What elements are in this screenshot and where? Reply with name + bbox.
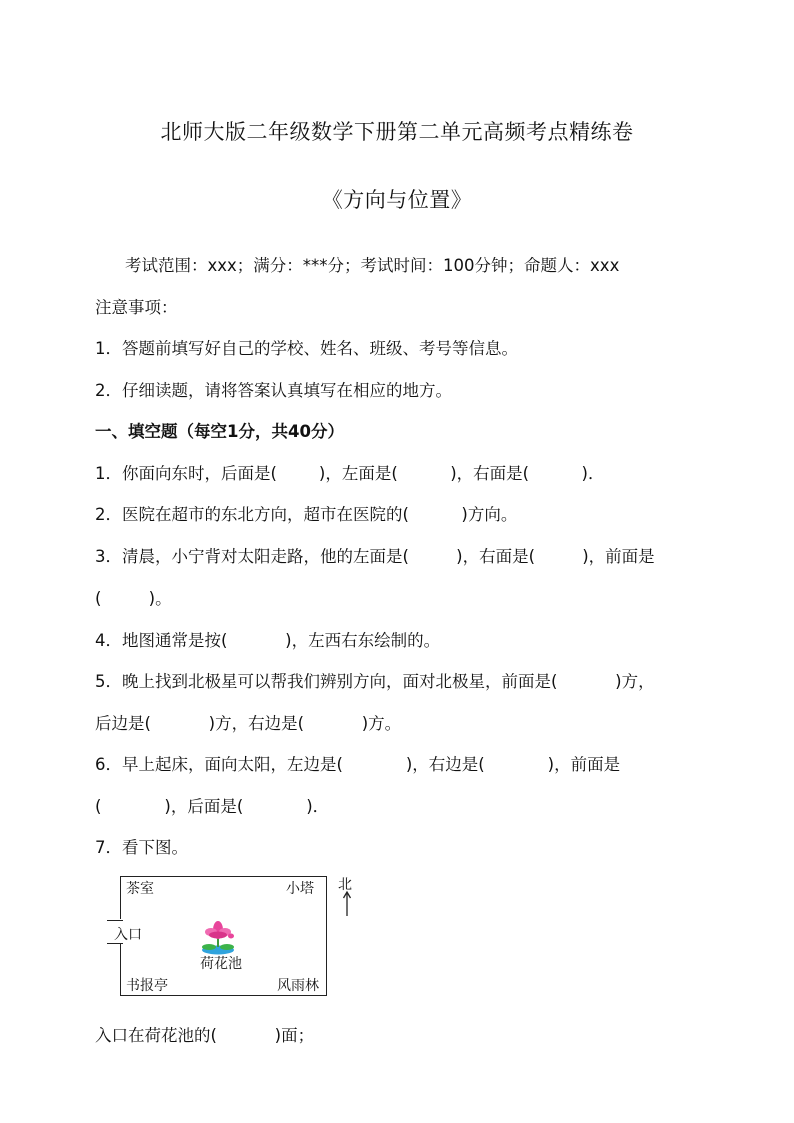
question-6: 6．早上起床，面向太阳，左边是( )，右边是( )，前面是 <box>95 755 621 774</box>
question-2: 2．医院在超市的东北方向，超市在医院的( )方向。 <box>95 505 518 524</box>
question-3-continued: ( )。 <box>95 589 172 608</box>
label-newsstand: 书报亭 <box>126 978 168 994</box>
note-item: 1．答题前填写好自己的学校、姓名、班级、考号等信息。 <box>95 339 518 358</box>
exam-info: 考试范围：xxx；满分：***分；考试时间：100分钟；命题人：xxx <box>125 256 620 275</box>
question-1: 1．你面向东时，后面是( )，左面是( )，右面是( )． <box>95 464 605 483</box>
question-7: 7．看下图。 <box>95 838 188 857</box>
question-4: 4．地图通常是按( )，左西右东绘制的。 <box>95 631 441 650</box>
document-subtitle: 《方向与位置》 <box>321 188 473 212</box>
north-label: 北 <box>338 877 352 893</box>
label-wind-rain-forest: 风雨林 <box>277 978 319 994</box>
question-5-continued: 后边是( )方，右边是( )方。 <box>95 714 402 733</box>
label-small-tower: 小塔 <box>286 881 314 897</box>
entrance-tick-top <box>107 920 123 921</box>
label-entrance: 入口 <box>114 927 142 943</box>
section-heading: 一、填空题（每空1分，共40分） <box>95 422 344 441</box>
question-5: 5．晚上找到北极星可以帮我们辨别方向，面对北极星，前面是( )方， <box>95 672 655 691</box>
question-3: 3．清晨，小宁背对太阳走路，他的左面是( )，右面是( )，前面是 <box>95 547 655 566</box>
question-6-continued: ( )，后面是( )． <box>95 797 330 816</box>
note-item: 2．仔细读题，请将答案认真填写在相应的地方。 <box>95 381 452 400</box>
lotus-icon <box>198 920 238 956</box>
label-tea-room: 茶室 <box>126 881 154 897</box>
label-lotus-pond: 荷花池 <box>200 956 242 972</box>
document-title: 北师大版二年级数学下册第二单元高频考点精练卷 <box>160 120 634 144</box>
park-map-diagram <box>93 868 363 1003</box>
notes-heading: 注意事项： <box>95 298 178 317</box>
sub-question-entrance: 入口在荷花池的( )面； <box>95 1026 315 1045</box>
north-arrow-icon <box>342 890 352 916</box>
